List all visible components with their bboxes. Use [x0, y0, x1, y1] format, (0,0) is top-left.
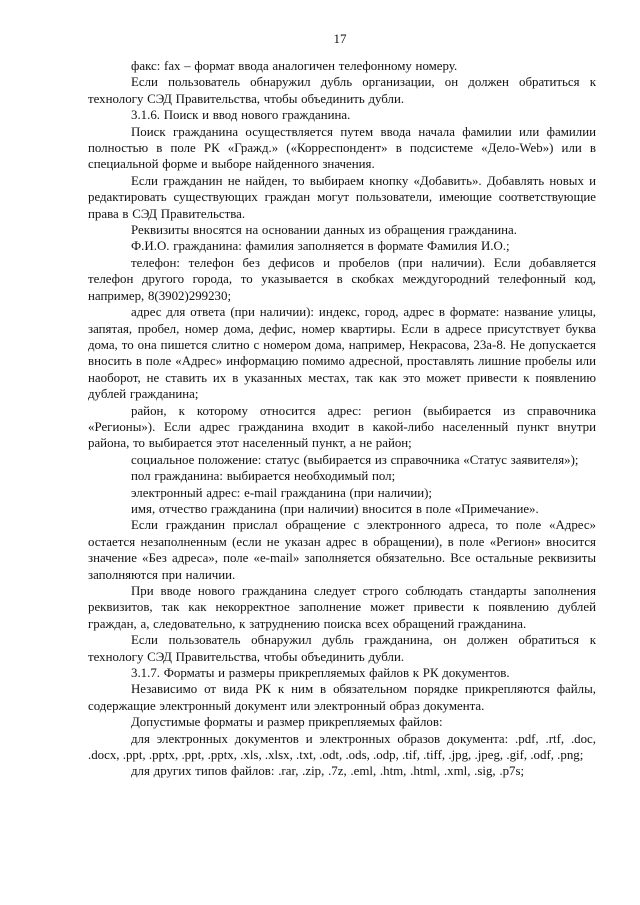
paragraph-social-status: социальное положение: статус (выбирается из справочника «Статус заявителя»);	[131, 452, 579, 467]
page-number: 17	[333, 31, 347, 46]
paragraph-email: электронный адрес: e-mail гражданина (при наличии);	[131, 485, 433, 500]
paragraph-other-formats: для других типов файлов: .rar, .zip, .7z, .eml, .htm, .html, .xml, .sig, .p7s;	[131, 764, 525, 779]
paragraph-full-name: Ф.И.О. гражданина: фамилия заполняется в формате Фамилия И.О.;	[131, 239, 510, 254]
paragraph-allowed-formats-intro: Допустимые форматы и размер прикрепляемых файлов:	[131, 715, 443, 730]
paragraph-mandatory-attachments: Независимо от вида РК к ним в обязательном порядке прикрепляются файлы, содержащие электронный документ или электронный образ документа.	[88, 682, 596, 713]
paragraph-document-formats: для электронных документов и электронных образов документа: .pdf, .rtf, .doc, .docx, .ppt, .pptx, .ppt, .pptx, .xls, .xlsx, .txt, .odt, .ods, .odp, .tif, .tiff, .jpg, .jpeg, .gif, .odf, .png;	[88, 731, 596, 763]
paragraph-entry-standards: При вводе нового гражданина следует строго соблюдать стандарты заполнения реквизитов, так как некорректное заполнение может привести к появлению дублей граждан, а, следовательно, к затруднению поиска всех обращений гражданина.	[88, 584, 596, 631]
paragraph-citizen-search: Поиск гражданина осуществляется путем ввода начала фамилии или фамилии полностью в поле РК «Гражд.» («Корреспондент» в подсистеме «Дело-Web») или в специальной форме и выборе найденного значения.	[88, 124, 596, 172]
paragraph-organization-duplicate: Если пользователь обнаружил дубль организации, он должен обратиться к технологу СЭД Правительства, чтобы объединить дубли.	[88, 75, 596, 106]
paragraph-gender: пол гражданина: выбирается необходимый пол;	[131, 469, 396, 484]
paragraph-requisites-source: Реквизиты вносятся на основании данных из обращения гражданина.	[131, 223, 517, 238]
paragraph-fax-format: факс: fax – формат ввода аналогичен телефонному номеру.	[131, 59, 458, 73]
paragraph-add-citizen: Если гражданин не найден, то выбираем кнопку «Добавить». Добавлять новых и редактировать существующих граждан могут пользователи, имеющие соответствующие права в СЭД Правительства.	[88, 173, 596, 221]
paragraph-name-patronymic: имя, отчество гражданина (при наличии) вносится в поле «Примечание».	[131, 501, 539, 516]
paragraph-phone: телефон: телефон без дефисов и пробелов (при наличии). Если добавляется телефон другого города, то указывается в скобках междугородний телефонный код, например, 8(3902)299230;	[88, 255, 596, 303]
paragraph-address: адрес для ответа (при наличии): индекс, город, адрес в формате: название улицы, запятая, пробел, номер дома, дефис, номер квартиры. Если в адресе присутствует буква дома, то она пишется слитно с номером дома, например, Некрасова, 23а-8. Не допускается вносить в поле «Адрес» информацию помимо адресной, проставлять лишние пробелы или наоборот, не ставить их в указанных местах, так как это может привести к появлению дублей гражданина;	[88, 305, 596, 402]
paragraph-electronic-appeal: Если гражданин прислал обращение с электронного адреса, то поле «Адрес» остается незаполненным (если не указан адрес в обращении), в поле «Регион» вносится значение «Без адреса», поле «e-mail» заполняется обязательно. Все остальные реквизиты заполняются при наличии.	[88, 518, 596, 582]
section-heading-3-1-6: 3.1.6. Поиск и ввод нового гражданина.	[131, 108, 351, 123]
document-body	[88, 58, 596, 780]
section-heading-3-1-7: 3.1.7. Форматы и размеры прикрепляемых файлов к РК документов.	[131, 666, 510, 681]
paragraph-citizen-duplicate: Если пользователь обнаружил дубль гражданина, он должен обратиться к технологу СЭД Правительства, чтобы объединить дубли.	[88, 633, 596, 664]
paragraph-district: район, к которому относится адрес: регион (выбирается из справочника «Регионы»). Если адрес гражданина входит в какой-либо населенный пункт внутри района, то выбирается этот населенный пункт, а не район;	[88, 403, 596, 451]
